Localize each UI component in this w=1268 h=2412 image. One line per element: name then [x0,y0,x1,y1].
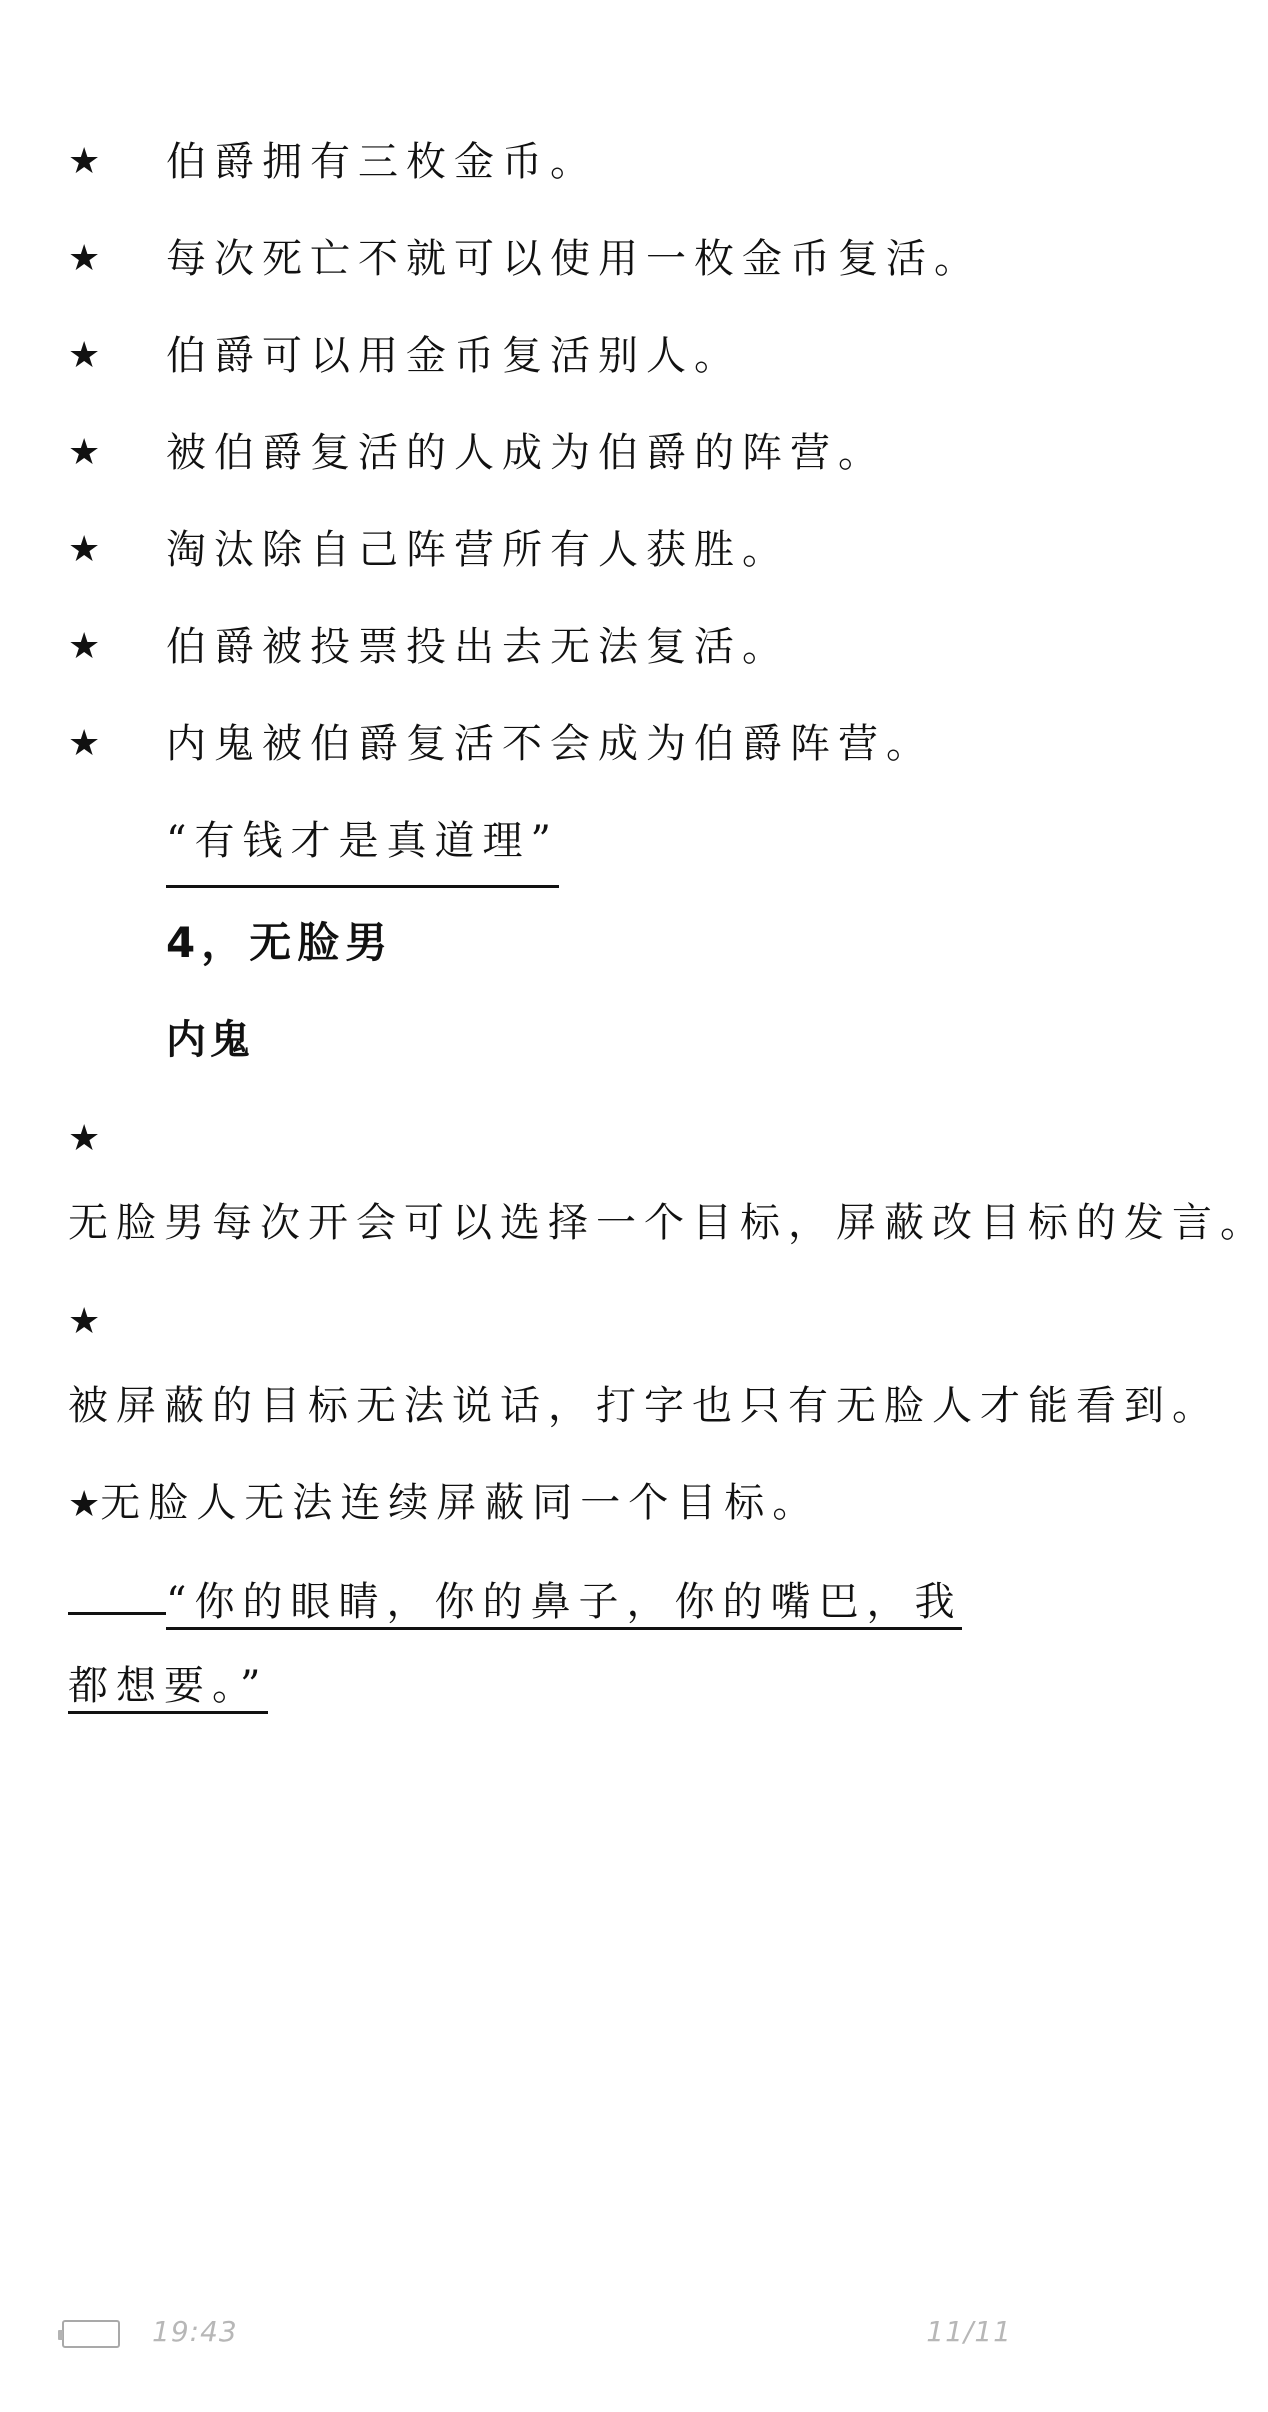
star-icon: ★ [68,1484,101,1525]
bullet-text: 无脸人无法连续屏蔽同一个目标。 [100,1480,821,1526]
list-item [68,508,1008,592]
list-item [68,702,1008,786]
star-icon: ★ [68,1118,101,1159]
bullet-text: 伯爵被投票投出去无法复活。 [166,624,790,670]
bullet-text: 被屏蔽的目标无法说话，打字也只有无脸人才能看到。 [68,1383,1220,1429]
bullet-text: 伯爵可以用金币复活别人。 [166,333,742,379]
quote-container [68,799,1008,901]
star-icon: ★ [68,238,101,279]
list-item [68,217,1008,301]
star-icon: ★ [68,1301,101,1342]
battery-tip [58,2330,63,2340]
star-icon: ★ [68,432,101,473]
list-item [68,1095,1268,1265]
bullet-text: 被伯爵复活的人成为伯爵的阵营。 [166,430,886,476]
battery-icon [62,2320,120,2348]
quote-text: “你的眼睛，你的鼻子，你的嘴巴，我都想要。” [68,1579,962,1714]
star-icon: ★ [68,335,101,376]
document-content [68,120,1268,1741]
list-item [68,314,1008,398]
bullet-text: 淘汰除自己阵营所有人获胜。 [166,527,790,573]
list-item [68,411,1008,495]
reader-status-bar [0,2300,1080,2360]
bullet-text: 每次死亡不就可以使用一枚金币复活。 [166,236,982,282]
section-heading: 4，无脸男 [166,918,394,967]
bullet-text: 伯爵拥有三枚金币。 [166,139,598,185]
bullet-text: 无脸男每次开会可以选择一个目标，屏蔽改目标的发言。 [68,1200,1268,1246]
time-display: 19:43 [152,2315,238,2348]
star-icon: ★ [68,626,101,667]
underlined-quote: “有钱才是真道理” [166,799,559,888]
star-icon: ★ [68,723,101,764]
section-subheading: 内鬼 [166,1017,254,1063]
page-indicator: 11/11 [926,2315,1012,2348]
star-icon: ★ [68,141,101,182]
underlined-quote-long [68,1560,1008,1728]
list-item [68,605,1008,689]
list-item [68,1278,1220,1448]
star-icon: ★ [68,529,101,570]
bullet-text: 内鬼被伯爵复活不会成为伯爵阵营。 [166,721,934,767]
list-item [68,120,1008,204]
list-item [68,1461,1008,1547]
